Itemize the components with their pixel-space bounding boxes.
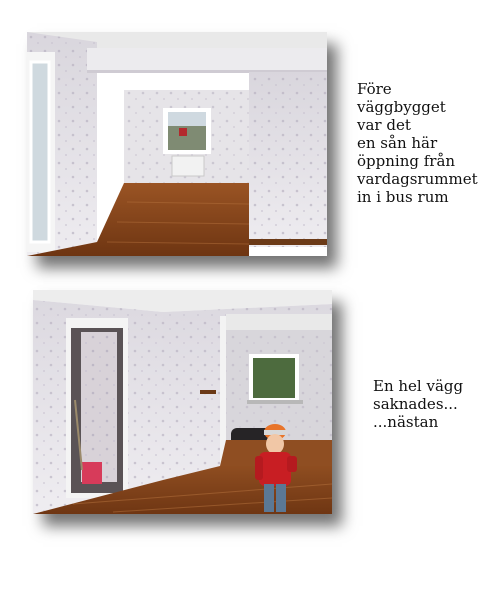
photo-after xyxy=(33,290,332,514)
room-with-child-photo-icon xyxy=(33,290,332,514)
caption-line: Före xyxy=(357,80,392,98)
photo-before xyxy=(27,32,327,256)
caption-line: öppning från xyxy=(357,152,456,170)
caption-before xyxy=(357,80,478,206)
room-doorway-photo-icon xyxy=(27,32,327,256)
caption-line: ...nästan xyxy=(373,413,439,431)
caption-line: väggbygget xyxy=(357,98,446,116)
caption-line: var det xyxy=(357,116,411,134)
caption-line: saknades... xyxy=(373,395,458,413)
caption-line: en sån här xyxy=(357,134,438,152)
caption-line: vardagsrummet xyxy=(357,170,478,188)
caption-line: En hel vägg xyxy=(373,377,464,395)
caption-after xyxy=(373,377,463,431)
caption-line: in i bus rum xyxy=(357,188,449,206)
